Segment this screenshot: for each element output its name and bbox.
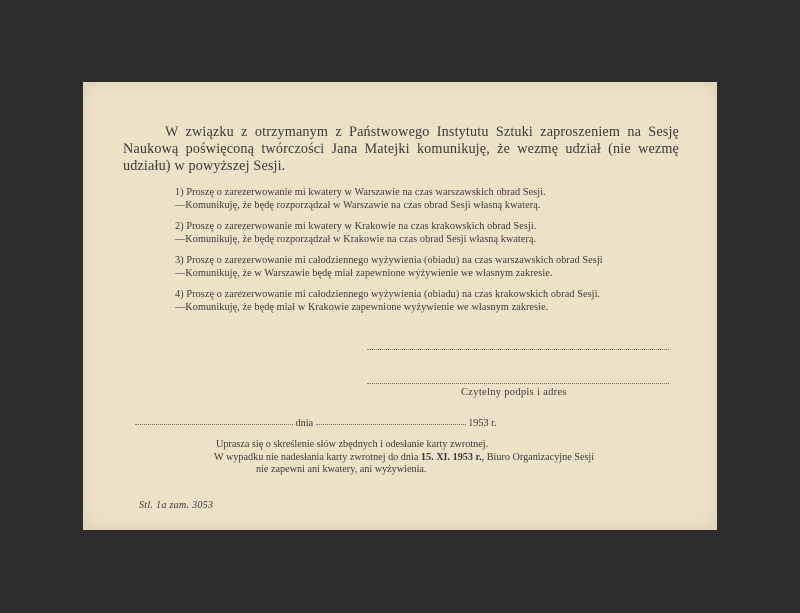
deadline-date: 15. XI. 1953 r. bbox=[420, 451, 482, 463]
option-item-1 bbox=[175, 186, 675, 212]
date-day-label: dnia bbox=[295, 418, 314, 429]
notice-line-2-end: , Biuro Organizacyjne Sesji bbox=[481, 451, 595, 463]
notice-line-2-start: W wypadku nie nadesłania karty zwrotnej do dnia bbox=[214, 451, 421, 463]
place-field[interactable] bbox=[135, 424, 293, 425]
date-field[interactable] bbox=[316, 424, 466, 425]
option-item-3 bbox=[175, 254, 675, 280]
intro-paragraph: W związku z otrzymanym z Państwowego Instytutu Sztuki zaproszeniem na Sesję Naukową poświęconą twórczości Jana Matejki komunikuję, że wezmę udział (nie wezmę udziału) w powyższej Sesji. bbox=[123, 124, 679, 174]
option-alternative: —Komunikuję, że będę miał w Krakowie zapewnione wyżywienie we własnym zakresie. bbox=[175, 302, 549, 313]
signature-caption: Czytelny podpis i adres bbox=[461, 387, 567, 398]
option-alternative: —Komunikuję, że w Warszawie będę miał zapewnione wyżywienie we własnym zakresie. bbox=[175, 268, 553, 279]
print-order-mark: Stl. 1a zam. 3053 bbox=[139, 500, 214, 511]
option-item-2 bbox=[175, 220, 675, 246]
date-row bbox=[135, 418, 535, 429]
option-request: 3) Proszę o zarezerwowanie mi całodziennego wyżywienia (obiadu) na czas warszawskich obrad Sesji bbox=[175, 255, 603, 266]
reply-card bbox=[83, 82, 717, 530]
signature-line[interactable] bbox=[367, 349, 669, 350]
address-line[interactable] bbox=[367, 383, 669, 384]
option-alternative: —Komunikuję, że będę rozporządzał w Krakowie na czas obrad Sesji własną kwaterą. bbox=[175, 234, 537, 245]
notice bbox=[216, 439, 686, 477]
options-list bbox=[175, 186, 675, 322]
notice-line-3: nie zapewni ani kwatery, ani wyżywienia. bbox=[256, 464, 427, 475]
option-item-4 bbox=[175, 288, 675, 314]
date-year: 1953 r. bbox=[468, 418, 497, 429]
option-request: 2) Proszę o zarezerwowanie mi kwatery w Krakowie na czas krakowskich obrad Sesji. bbox=[175, 221, 537, 232]
option-alternative: —Komunikuję, że będę rozporządzał w Warszawie na czas obrad Sesji własną kwaterą. bbox=[175, 200, 541, 211]
option-request: 1) Proszę o zarezerwowanie mi kwatery w Warszawie na czas warszawskich obrad Sesji. bbox=[175, 187, 546, 198]
notice-line-1: Uprasza się o skreślenie słów zbędnych i odesłanie karty zwrotnej. bbox=[216, 439, 489, 450]
option-request: 4) Proszę o zarezerwowanie mi całodziennego wyżywienia (obiadu) na czas krakowskich obrad Sesji. bbox=[175, 289, 601, 300]
notice-line-2 bbox=[214, 452, 686, 465]
